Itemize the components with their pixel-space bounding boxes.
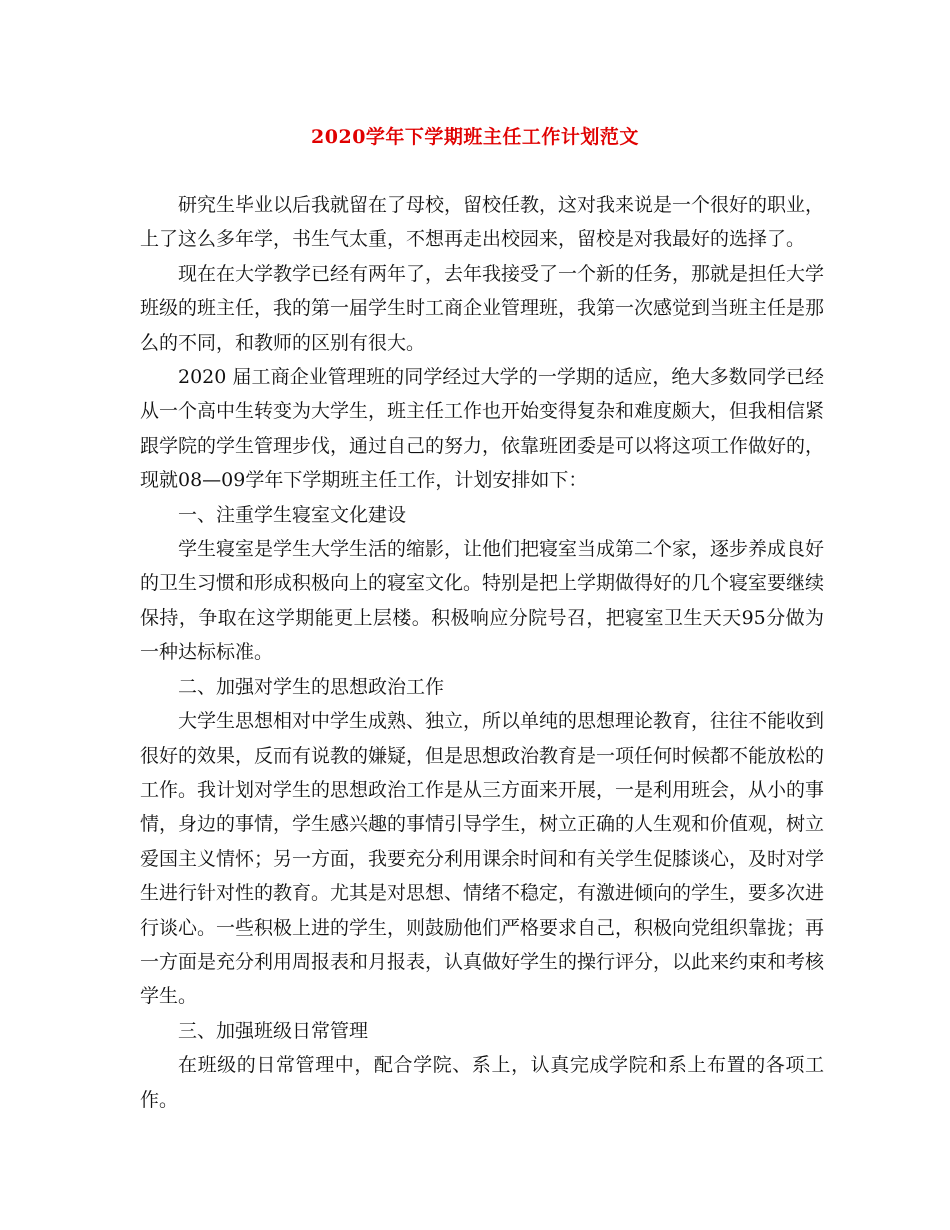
section-heading-dormitory: 一、注重学生寝室文化建设 [178,503,407,526]
paragraph-dormitory: 学生寝室是学生大学生活的缩影，让他们把寝室当成第二个家，逐步养成良好的卫生习惯和形成积极向上的寝室文化。特别是把上学期做得好的几个寝室要继续保持，争取在这学期能更上层楼。积极响应分院号召，把寝室卫生天天95分做为一种达标标准。 [140,538,825,664]
section-heading-daily-management: 三、加强班级日常管理 [178,1019,369,1042]
paragraph-background: 现在在大学教学已经有两年了，去年我接受了一个新的任务，那就是担任大学班级的班主任，我的第一届学生时工商企业管理班，我第一次感觉到当班主任是那么的不同，和教师的区别有很大。 [140,262,825,354]
paragraph-daily-management: 在班级的日常管理中，配合学院、系上，认真完成学院和系上布置的各项工作。 [140,1054,824,1111]
document-body [140,188,824,1117]
document-title: 2020学年下学期班主任工作计划范文 [311,126,639,148]
paragraph-intro: 研究生毕业以后我就留在了母校，留校任教，这对我来说是一个很好的职业，上了这么多年学，书生气太重，不想再走出校园来，留校是对我最好的选择了。 [140,194,825,251]
section-heading-ideology: 二、加强对学生的思想政治工作 [178,675,445,698]
paragraph-plan-overview: 2020 届工商企业管理班的同学经过大学的一学期的适应，绝大多数同学已经从一个高中生转变为大学生，班主任工作也开始变得复杂和难度颇大，但我相信紧跟学院的学生管理步伐，通过自己的努力，依靠班团委是可以将这项工作做好的，现就08—09学年下学期班主任工作，计划安排如下： [140,366,825,492]
paragraph-ideology: 大学生思想相对中学生成熟、独立，所以单纯的思想理论教育，往往不能收到很好的效果，反而有说教的嫌疑，但是思想政治教育是一项任何时候都不能放松的工作。我计划对学生的思想政治工作是从三方面来开展，一是利用班会，从小的事情，身边的事情，学生感兴趣的事情引导学生，树立正确的人生观和价值观，树立爱国主义情怀；另一方面，我要充分利用课余时间和有关学生促膝谈心，及时对学生进行针对性的教育。尤其是对思想、情绪不稳定，有激进倾向的学生，要多次进行谈心。一些积极上进的学生，则鼓励他们严格要求自己，积极向党组织靠拢；再一方面是充分利用周报表和月报表，认真做好学生的操行评分，以此来约束和考核学生。 [140,710,825,1008]
